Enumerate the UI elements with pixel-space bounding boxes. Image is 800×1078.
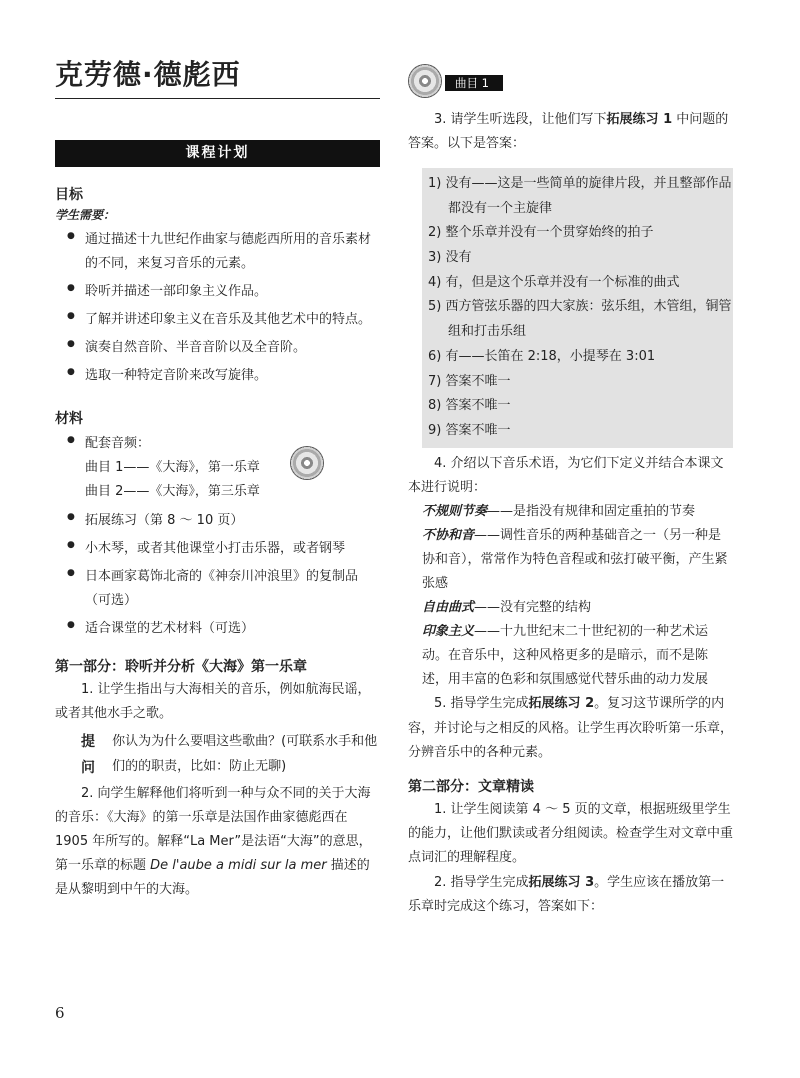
objectives-subheading: 学生需要： [55,208,116,223]
p5-text-a: 5. 指导学生完成 [434,696,529,712]
list-item: ● 聆听并描述一部印象主义作品。 [55,280,380,304]
answer-item: 8) 答案不唯一 [428,398,511,414]
term-row [408,596,733,620]
term-name: 不规则节奏 [422,504,488,520]
track1-line: 曲目 1——《大海》，第一乐章 [85,460,260,476]
ask-text: 你认为为什么要唱这些歌曲？(可联系水手和他们的的职责，比如：防止无聊) [112,734,378,774]
list-item: ● 选取一种特定音阶来改写旋律。 [55,364,380,388]
part1-paragraph-1: 1. 让学生指出与大海相关的音乐，例如航海民谣，或者其他水手之歌。 [55,682,371,722]
list-item: ● 适合课堂的艺术材料（可选） [55,617,380,641]
page-number: 6 [55,1004,65,1022]
list-item: ● 日本画家葛饰北斋的《神奈川冲浪里》的复制品（可选） [55,565,380,613]
cd-icon [290,446,324,480]
list-item [55,432,380,504]
term-name: 不协和音 [422,528,475,544]
materials-section [55,408,380,645]
audio-label: 配套音频： [85,436,151,452]
ask-block [55,730,380,782]
p3-bold: 拓展练习 1 [606,112,673,127]
list-item: ● 拓展练习（第 8 ～ 10 页） [55,509,380,533]
list-item: ● 演奏自然音阶、半音音阶以及全音阶。 [55,336,380,360]
term-def: ——调性音乐的两种基础音之一（另一种是协和音），常常作为特色音程或和弦打破平衡，产生紧张感 [422,528,728,592]
term-name: 印象主义 [422,624,475,640]
track2-line: 曲目 2——《大海》，第三乐章 [85,484,260,500]
p3-text-a: 3. 请学生听选段，让他们写下 [434,112,607,127]
materials-heading: 材料 [55,411,83,427]
answer-item: 7) 答案不唯一 [428,373,511,389]
p2-text-b: 描述的是从黎明到中午的大海。 [55,858,370,898]
answer-item: 4) 有，但是这个乐章并没有一个标准的曲式 [428,274,680,290]
objectives-section [55,184,380,392]
term-def: ——是指没有规律和固定重拍的节奏 [487,504,696,520]
track-badge: 曲目 1 [445,75,503,91]
part2-section [408,776,733,919]
term-name: 自由曲式 [422,600,475,616]
list-item: ● 了解并讲述印象主义在音乐及其他艺术中的特点。 [55,308,380,332]
p7 [408,871,733,919]
term-row [408,620,733,692]
p3-text-b: 中问题的答案。以下是答案： [408,112,729,152]
p7-text-b: 。学生应该在播放第一乐章时完成这个练习，答案如下： [408,874,725,914]
cd-icon [408,64,442,98]
question3 [408,108,733,156]
term-row [408,524,733,596]
list-item: ● 通过描述十九世纪作曲家与德彪西所用的音乐素材的不同，来复习音乐的元素。 [55,228,380,276]
objectives-list [55,228,380,388]
term-def: ——十九世纪末二十世纪初的一种艺术运动。在音乐中，这种风格更多的是暗示，而不是陈述，用丰富的色彩和氛围感觉代替乐曲的动力发展 [422,624,709,688]
answers-box [422,168,733,448]
answer-item: 2) 整个乐章并没有一个贯穿始终的拍子 [428,225,654,241]
ask-label: 提问 [81,734,95,777]
list-item: ● 小木琴，或者其他课堂小打击乐器，或者钢琴 [55,537,380,561]
page-title: 克劳德·德彪西 [55,58,380,99]
p4: 4. 介绍以下音乐术语，为它们下定义并结合本课文本进行说明： [408,456,724,496]
p5-bold: 拓展练习 2 [528,696,595,712]
answer-item: 5) 西方管弦乐器的四大家族：弦乐组，木管组，铜管组和打击乐组 [428,299,732,340]
materials-list [55,432,380,640]
part2-heading: 第二部分：文章精读 [408,779,534,795]
term-def: ——没有完整的结构 [474,600,592,616]
answer-item: 1) 没有——这是一些简单的旋律片段，并且整部作品都没有一个主旋律 [428,176,732,216]
terms-section [408,452,733,765]
p6: 1. 让学生阅读第 4 ～ 5 页的文章，根据班级里学生的能力，让他们默读或者分组阅读。检查学生对文章中重点词汇的理解程度。 [408,802,734,866]
objectives-heading: 目标 [55,187,83,203]
part1-section [55,656,380,903]
answer-item: 6) 有——长笛在 2:18，小提琴在 3:01 [428,348,656,364]
term-row [408,500,733,524]
p7-bold: 拓展练习 3 [528,874,595,890]
part1-heading: 第一部分：聆听并分析《大海》第一乐章 [55,659,307,675]
part1-paragraph-2 [55,782,380,902]
p7-text-a: 2. 指导学生完成 [434,874,529,890]
p2-text-a: 2. 向学生解释他们将听到一种与众不同的关于大海的音乐：《大海》的第一乐章是法国作曲家德彪西在 1905 年所写的。解释“La Mer”是法语“大海”的意思，第一乐章的标题 [55,786,372,874]
movement-title: De l'aube a midi sur la mer [150,858,327,874]
p5-text-b: 。复习这节课所学的内容，并讨论与之相反的风格。让学生再次聆听第一乐章，分辨音乐中的各种元素。 [408,696,734,760]
lesson-plan-banner: 课程计划 [55,140,380,167]
answer-item: 9) 答案不唯一 [428,422,511,438]
p5 [408,692,733,764]
answer-item: 3) 没有 [428,250,472,266]
